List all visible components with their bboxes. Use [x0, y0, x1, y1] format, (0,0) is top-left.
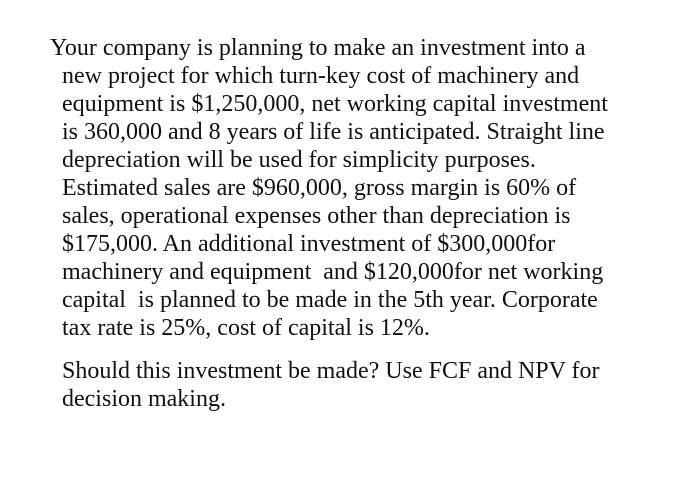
question-line: decision making. — [62, 386, 226, 412]
paragraph-line: new project for which turn-key cost of machinery and — [62, 63, 580, 89]
paragraph-line: is 360,000 and 8 years of life is anticipated. Straight line — [62, 119, 605, 145]
paragraph-line: depreciation will be used for simplicity purposes. — [62, 147, 536, 173]
paragraph-line: machinery and equipment and $120,000for net working — [62, 259, 604, 285]
paragraph-line: tax rate is 25%, cost of capital is 12%. — [62, 315, 430, 341]
paragraph-line: $175,000. An additional investment of $300,000for — [62, 231, 556, 257]
paragraph-line: capital is planned to be made in the 5th year. Corporate — [62, 287, 598, 313]
question-line: Should this investment be made? Use FCF and NPV for — [62, 358, 600, 384]
paragraph-line: Your company is planning to make an investment into a — [50, 35, 586, 61]
paragraph-line: Estimated sales are $960,000, gross margin is 60% of — [62, 175, 577, 201]
paragraph-line: sales, operational expenses other than depreciation is — [62, 203, 571, 229]
paragraph-line: equipment is $1,250,000, net working capital investment — [62, 91, 608, 117]
